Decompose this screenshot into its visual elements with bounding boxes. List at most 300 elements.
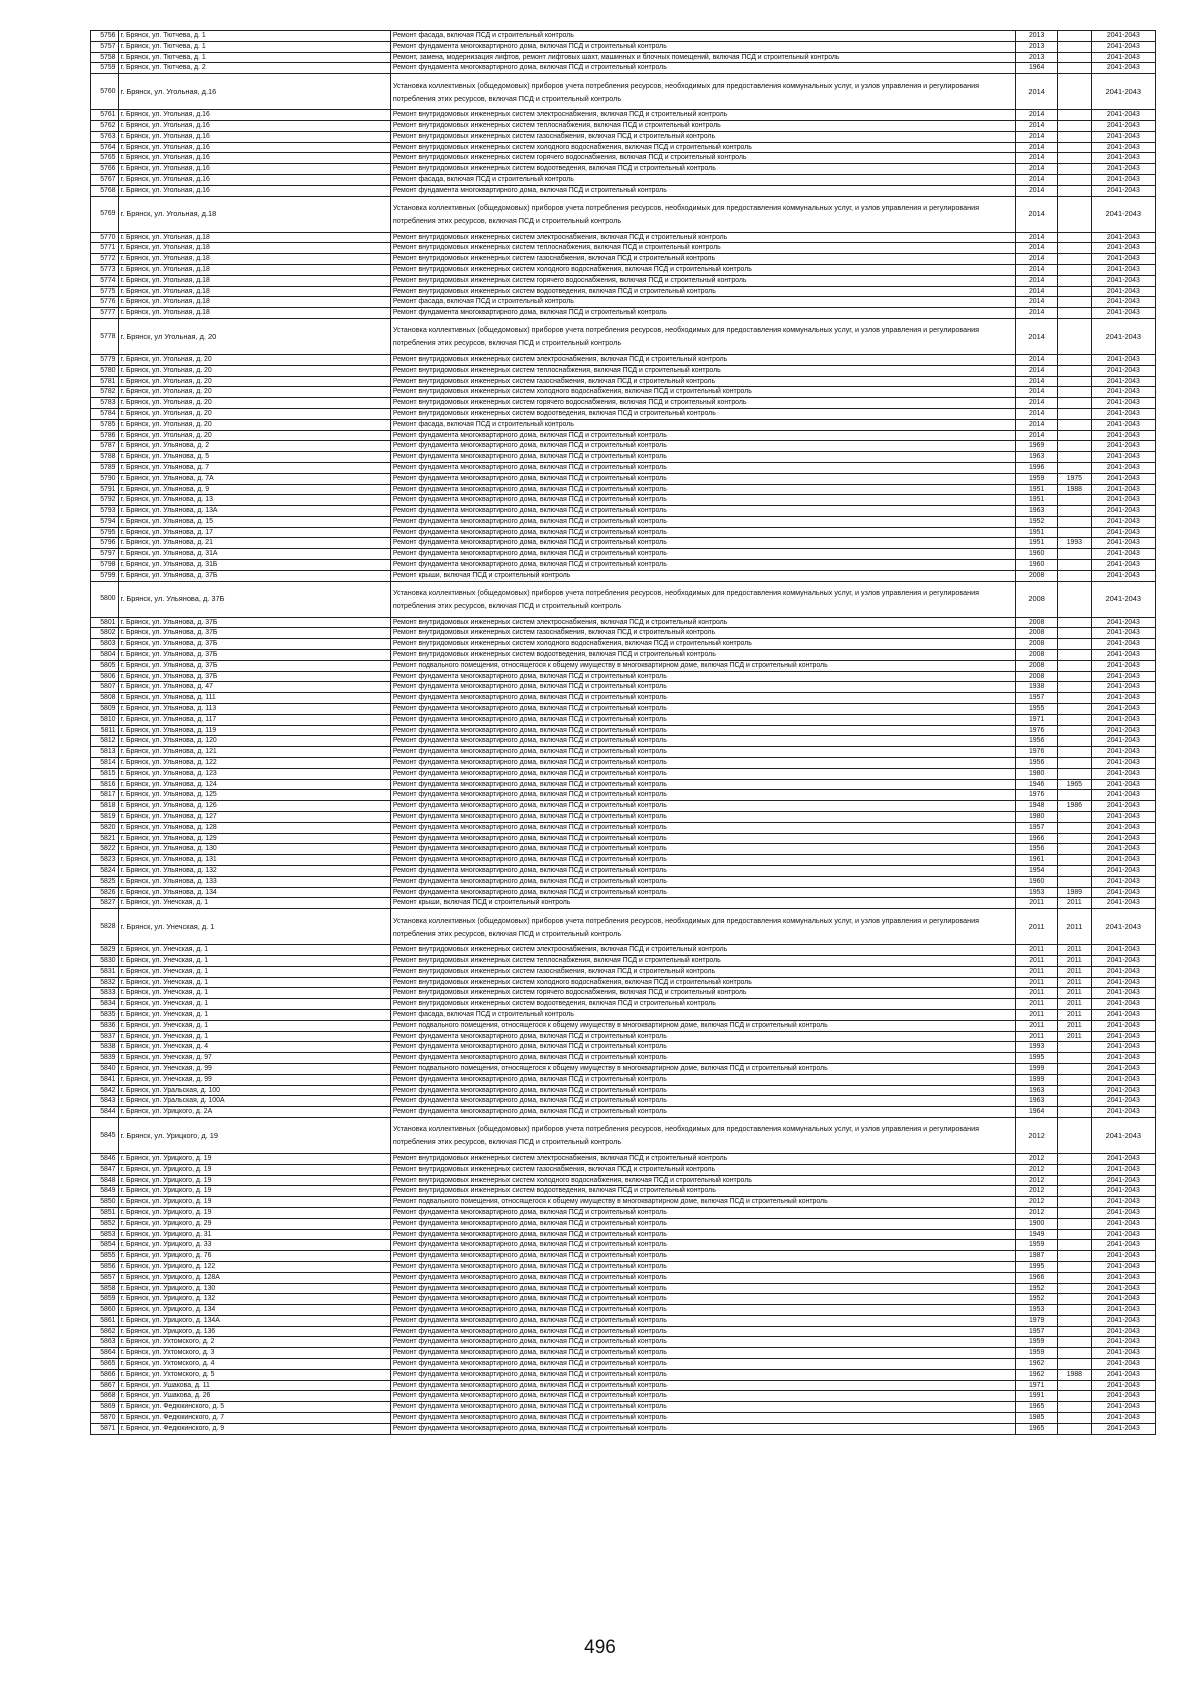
row-number: 5847 [91,1164,119,1175]
work-type-cell: Ремонт фундамента многоквартирного дома, включая ПСД и строительный контроль [390,1218,1015,1229]
work-type-cell: Ремонт фундамента многоквартирного дома, включая ПСД и строительный контроль [390,484,1015,495]
planned-period-cell: 2041-2043 [1091,1009,1155,1020]
built-year-cell: 2014 [1016,430,1058,441]
table-row [91,1326,1156,1337]
address-cell: г. Брянск, ул. Урицкого, д. 130 [118,1283,390,1294]
row-number: 5857 [91,1272,119,1283]
row-number: 5826 [91,887,119,898]
address-cell: г. Брянск, ул. Ульянова, д. 129 [118,833,390,844]
work-type-cell: Ремонт фундамента многоквартирного дома, включая ПСД и строительный контроль [390,1348,1015,1359]
address-cell: г. Брянск, ул. Урицкого, д. 76 [118,1251,390,1262]
built-year-cell: 2014 [1016,185,1058,196]
planned-period-cell: 2041-2043 [1091,617,1155,628]
work-type-cell: Ремонт фундамента многоквартирного дома, включая ПСД и строительный контроль [390,1107,1015,1118]
address-cell: г. Брянск, ул. Ульянова, д. 15 [118,516,390,527]
address-cell: г. Брянск, ул. Урицкого, д. 19 [118,1197,390,1208]
last-repair-year-cell [1058,822,1092,833]
address-cell: г. Брянск, ул. Ульянова, д. 37Б [118,570,390,581]
address-cell: г. Брянск, ул. Ушакова, д. 11 [118,1380,390,1391]
row-number: 5827 [91,898,119,909]
built-year-cell: 1959 [1016,1337,1058,1348]
planned-period-cell: 2041-2043 [1091,955,1155,966]
row-number: 5866 [91,1369,119,1380]
address-cell: г. Брянск, ул. Ульянова, д. 126 [118,801,390,812]
planned-period-cell: 2041-2043 [1091,1164,1155,1175]
address-cell: г. Брянск, ул. Ульянова, д. 119 [118,725,390,736]
planned-period-cell: 2041-2043 [1091,1359,1155,1370]
row-number: 5764 [91,142,119,153]
built-year-cell: 2014 [1016,286,1058,297]
built-year-cell: 1951 [1016,495,1058,506]
planned-period-cell: 2041-2043 [1091,736,1155,747]
built-year-cell: 2011 [1016,1031,1058,1042]
planned-period-cell: 2041-2043 [1091,898,1155,909]
last-repair-year-cell [1058,1218,1092,1229]
planned-period-cell: 2041-2043 [1091,966,1155,977]
table-row [91,988,1156,999]
table-row [91,887,1156,898]
row-number: 5811 [91,725,119,736]
row-number: 5869 [91,1402,119,1413]
last-repair-year-cell [1058,41,1092,52]
row-number: 5794 [91,516,119,527]
planned-period-cell: 2041-2043 [1091,1369,1155,1380]
table-row [91,365,1156,376]
table-row [91,506,1156,517]
work-type-cell: Ремонт фундамента многоквартирного дома, включая ПСД и строительный контроль [390,725,1015,736]
table-row [91,174,1156,185]
work-type-cell: Ремонт фундамента многоквартирного дома, включая ПСД и строительный контроль [390,1031,1015,1042]
row-number: 5807 [91,682,119,693]
table-row [91,560,1156,571]
planned-period-cell: 2041-2043 [1091,682,1155,693]
address-cell: г. Брянск, ул. Унечская, д. 4 [118,1042,390,1053]
row-number: 5763 [91,131,119,142]
work-type-cell: Ремонт фундамента многоквартирного дома, включая ПСД и строительный контроль [390,41,1015,52]
planned-period-cell: 2041-2043 [1091,1402,1155,1413]
built-year-cell: 2014 [1016,232,1058,243]
built-year-cell: 2011 [1016,955,1058,966]
address-cell: г. Брянск, ул. Угольная, д.16 [118,110,390,121]
last-repair-year-cell [1058,243,1092,254]
table-row [91,639,1156,650]
work-type-cell: Ремонт фундамента многоквартирного дома, включая ПСД и строительный контроль [390,430,1015,441]
work-type-cell: Ремонт внутридомовых инженерных систем холодного водоснабжения, включая ПСД и строительный контроль [390,977,1015,988]
table-row [91,41,1156,52]
table-row [91,527,1156,538]
work-type-cell: Ремонт фундамента многоквартирного дома, включая ПСД и строительный контроль [390,1096,1015,1107]
last-repair-year-cell [1058,1175,1092,1186]
last-repair-year-cell: 1989 [1058,887,1092,898]
table-row [91,955,1156,966]
row-number: 5864 [91,1348,119,1359]
built-year-cell: 1964 [1016,63,1058,74]
row-number: 5824 [91,866,119,877]
planned-period-cell: 2041-2043 [1091,866,1155,877]
table-row [91,63,1156,74]
planned-period-cell: 2041-2043 [1091,549,1155,560]
table-row [91,441,1156,452]
work-type-cell: Ремонт фундамента многоквартирного дома, включая ПСД и строительный контроль [390,452,1015,463]
planned-period-cell: 2041-2043 [1091,1042,1155,1053]
row-number: 5871 [91,1423,119,1434]
work-type-cell: Ремонт фундамента многоквартирного дома, включая ПСД и строительный контроль [390,527,1015,538]
row-number: 5797 [91,549,119,560]
address-cell: г. Брянск, ул. Ушакова, д. 26 [118,1391,390,1402]
table-row [91,1063,1156,1074]
table-row [91,704,1156,715]
row-number: 5845 [91,1117,119,1153]
row-number: 5867 [91,1380,119,1391]
address-cell: г. Брянск, ул. Федюкинского, д. 7 [118,1413,390,1424]
row-number: 5812 [91,736,119,747]
work-type-cell: Ремонт фундамента многоквартирного дома, включая ПСД и строительный контроль [390,495,1015,506]
last-repair-year-cell [1058,725,1092,736]
planned-period-cell: 2041-2043 [1091,74,1155,110]
planned-period-cell: 2041-2043 [1091,430,1155,441]
planned-period-cell: 2041-2043 [1091,398,1155,409]
row-number: 5828 [91,909,119,945]
planned-period-cell: 2041-2043 [1091,264,1155,275]
work-type-cell: Ремонт фундамента многоквартирного дома, включая ПСД и строительный контроль [390,1240,1015,1251]
built-year-cell: 1948 [1016,801,1058,812]
last-repair-year-cell [1058,693,1092,704]
table-row [91,833,1156,844]
table-row [91,52,1156,63]
work-type-cell: Установка коллективных (общедомовых) приборов учета потребления ресурсов, необходимых для предоставления коммунальных услуг, и узлов управления и регулирования потребления этих ресурсов, включая ПСД и строительный контроль [390,196,1015,232]
address-cell: г. Брянск, ул. Угольная, д.16 [118,164,390,175]
address-cell: г. Брянск, ул. Ульянова, д. 131 [118,855,390,866]
work-type-cell: Ремонт фундамента многоквартирного дома, включая ПСД и строительный контроль [390,1074,1015,1085]
table-row [91,1251,1156,1262]
work-type-cell: Ремонт фундамента многоквартирного дома, включая ПСД и строительный контроль [390,887,1015,898]
built-year-cell: 1951 [1016,527,1058,538]
repair-schedule-table [90,30,1156,1435]
row-number: 5773 [91,264,119,275]
planned-period-cell: 2041-2043 [1091,365,1155,376]
address-cell: г. Брянск, ул. Угольная, д. 20 [118,430,390,441]
address-cell: г. Брянск, ул. Угольная, д.18 [118,297,390,308]
built-year-cell: 1963 [1016,452,1058,463]
built-year-cell: 2011 [1016,945,1058,956]
work-type-cell: Ремонт фасада, включая ПСД и строительный контроль [390,1009,1015,1020]
table-row [91,660,1156,671]
table-row [91,419,1156,430]
table-row [91,275,1156,286]
address-cell: г. Брянск, ул. Ульянова, д. 37Б [118,660,390,671]
built-year-cell: 2014 [1016,275,1058,286]
built-year-cell: 1949 [1016,1229,1058,1240]
last-repair-year-cell [1058,714,1092,725]
address-cell: г. Брянск, ул. Ульянова, д. 5 [118,452,390,463]
work-type-cell: Установка коллективных (общедомовых) приборов учета потребления ресурсов, необходимых для предоставления коммунальных услуг, и узлов управления и регулирования потребления этих ресурсов, включая ПСД и строительный контроль [390,74,1015,110]
last-repair-year-cell: 1965 [1058,779,1092,790]
address-cell: г. Брянск, ул. Урицкого, д. 2А [118,1107,390,1118]
built-year-cell: 2013 [1016,31,1058,42]
address-cell: г. Брянск, ул. Угольная, д.18 [118,232,390,243]
work-type-cell: Ремонт фундамента многоквартирного дома, включая ПСД и строительный контроль [390,1413,1015,1424]
work-type-cell: Ремонт внутридомовых инженерных систем холодного водоснабжения, включая ПСД и строительный контроль [390,1175,1015,1186]
work-type-cell: Ремонт фундамента многоквартирного дома, включая ПСД и строительный контроль [390,1369,1015,1380]
built-year-cell: 1963 [1016,1085,1058,1096]
address-cell: г. Брянск, ул. Угольная, д.16 [118,174,390,185]
row-number: 5783 [91,398,119,409]
table-row [91,1020,1156,1031]
row-number: 5796 [91,538,119,549]
address-cell: г. Брянск, ул Угольная, д. 20 [118,318,390,354]
last-repair-year-cell [1058,318,1092,354]
built-year-cell: 2011 [1016,999,1058,1010]
last-repair-year-cell [1058,1305,1092,1316]
last-repair-year-cell [1058,1240,1092,1251]
built-year-cell: 1938 [1016,682,1058,693]
planned-period-cell: 2041-2043 [1091,1229,1155,1240]
built-year-cell: 1976 [1016,747,1058,758]
table-row [91,354,1156,365]
work-type-cell: Ремонт фундамента многоквартирного дома, включая ПСД и строительный контроль [390,506,1015,517]
row-number: 5821 [91,833,119,844]
last-repair-year-cell [1058,462,1092,473]
last-repair-year-cell [1058,1117,1092,1153]
row-number: 5802 [91,628,119,639]
last-repair-year-cell [1058,747,1092,758]
planned-period-cell: 2041-2043 [1091,41,1155,52]
work-type-cell: Ремонт фундамента многоквартирного дома, включая ПСД и строительный контроль [390,704,1015,715]
table-row [91,1305,1156,1316]
work-type-cell: Ремонт подвального помещения, относящегося к общему имуществу в многоквартирном доме, включая ПСД и строительный контроль [390,1020,1015,1031]
planned-period-cell: 2041-2043 [1091,725,1155,736]
table-row [91,1074,1156,1085]
address-cell: г. Брянск, ул. Урицкого, д. 19 [118,1117,390,1153]
planned-period-cell: 2041-2043 [1091,855,1155,866]
work-type-cell: Ремонт фундамента многоквартирного дома, включая ПСД и строительный контроль [390,185,1015,196]
last-repair-year-cell [1058,196,1092,232]
address-cell: г. Брянск, ул. Тютчева, д. 1 [118,31,390,42]
address-cell: г. Брянск, ул. Урицкого, д. 29 [118,1218,390,1229]
address-cell: г. Брянск, ул. Ульянова, д. 111 [118,693,390,704]
row-number: 5825 [91,876,119,887]
work-type-cell: Ремонт фундамента многоквартирного дома, включая ПСД и строительный контроль [390,1315,1015,1326]
row-number: 5767 [91,174,119,185]
last-repair-year-cell: 1988 [1058,1369,1092,1380]
last-repair-year-cell [1058,254,1092,265]
work-type-cell: Ремонт фундамента многоквартирного дома, включая ПСД и строительный контроль [390,1326,1015,1337]
table-row [91,1218,1156,1229]
last-repair-year-cell [1058,736,1092,747]
row-number: 5829 [91,945,119,956]
last-repair-year-cell [1058,1261,1092,1272]
built-year-cell: 2012 [1016,1117,1058,1153]
table-row [91,671,1156,682]
last-repair-year-cell [1058,441,1092,452]
table-row [91,1042,1156,1053]
built-year-cell: 1959 [1016,1240,1058,1251]
built-year-cell: 2011 [1016,1020,1058,1031]
row-number: 5818 [91,801,119,812]
row-number: 5792 [91,495,119,506]
work-type-cell: Ремонт внутридомовых инженерных систем электроснабжения, включая ПСД и строительный контроль [390,945,1015,956]
work-type-cell: Ремонт внутридомовых инженерных систем электроснабжения, включая ПСД и строительный контроль [390,232,1015,243]
planned-period-cell: 2041-2043 [1091,1240,1155,1251]
planned-period-cell: 2041-2043 [1091,1074,1155,1085]
last-repair-year-cell [1058,452,1092,463]
last-repair-year-cell [1058,581,1092,617]
row-number: 5765 [91,153,119,164]
built-year-cell: 2014 [1016,174,1058,185]
table-row [91,1096,1156,1107]
last-repair-year-cell: 1988 [1058,484,1092,495]
built-year-cell: 1957 [1016,1326,1058,1337]
table-row [91,768,1156,779]
row-number: 5860 [91,1305,119,1316]
last-repair-year-cell [1058,74,1092,110]
work-type-cell: Ремонт фундамента многоквартирного дома, включая ПСД и строительный контроль [390,1391,1015,1402]
work-type-cell: Ремонт фундамента многоквартирного дома, включая ПСД и строительный контроль [390,866,1015,877]
planned-period-cell: 2041-2043 [1091,164,1155,175]
work-type-cell: Ремонт фасада, включая ПСД и строительный контроль [390,174,1015,185]
address-cell: г. Брянск, ул. Урицкого, д. 122 [118,1261,390,1272]
built-year-cell: 1963 [1016,1096,1058,1107]
last-repair-year-cell [1058,682,1092,693]
row-number: 5788 [91,452,119,463]
work-type-cell: Ремонт фундамента многоквартирного дома, включая ПСД и строительный контроль [390,855,1015,866]
planned-period-cell: 2041-2043 [1091,704,1155,715]
built-year-cell: 1980 [1016,768,1058,779]
work-type-cell: Ремонт внутридомовых инженерных систем теплоснабжения, включая ПСД и строительный контроль [390,120,1015,131]
planned-period-cell: 2041-2043 [1091,671,1155,682]
last-repair-year-cell [1058,549,1092,560]
planned-period-cell: 2041-2043 [1091,833,1155,844]
last-repair-year-cell: 2011 [1058,955,1092,966]
row-number: 5784 [91,408,119,419]
work-type-cell: Ремонт фасада, включая ПСД и строительный контроль [390,419,1015,430]
planned-period-cell: 2041-2043 [1091,779,1155,790]
last-repair-year-cell [1058,866,1092,877]
work-type-cell: Ремонт внутридомовых инженерных систем теплоснабжения, включая ПСД и строительный контроль [390,243,1015,254]
last-repair-year-cell [1058,790,1092,801]
work-type-cell: Ремонт внутридомовых инженерных систем электроснабжения, включая ПСД и строительный контроль [390,617,1015,628]
address-cell: г. Брянск, ул. Угольная, д.16 [118,120,390,131]
last-repair-year-cell [1058,1294,1092,1305]
planned-period-cell: 2041-2043 [1091,909,1155,945]
built-year-cell: 1964 [1016,1107,1058,1118]
address-cell: г. Брянск, ул. Ульянова, д. 37Б [118,639,390,650]
built-year-cell: 2012 [1016,1197,1058,1208]
row-number: 5795 [91,527,119,538]
work-type-cell: Ремонт фундамента многоквартирного дома, включая ПСД и строительный контроль [390,1423,1015,1434]
last-repair-year-cell [1058,1186,1092,1197]
address-cell: г. Брянск, ул. Урицкого, д. 33 [118,1240,390,1251]
last-repair-year-cell [1058,704,1092,715]
built-year-cell: 1993 [1016,1042,1058,1053]
work-type-cell: Ремонт фундамента многоквартирного дома, включая ПСД и строительный контроль [390,779,1015,790]
table-row [91,1359,1156,1370]
row-number: 5853 [91,1229,119,1240]
planned-period-cell: 2041-2043 [1091,660,1155,671]
planned-period-cell: 2041-2043 [1091,462,1155,473]
last-repair-year-cell [1058,131,1092,142]
planned-period-cell: 2041-2043 [1091,196,1155,232]
planned-period-cell: 2041-2043 [1091,131,1155,142]
last-repair-year-cell [1058,1423,1092,1434]
last-repair-year-cell: 2011 [1058,909,1092,945]
planned-period-cell: 2041-2043 [1091,945,1155,956]
built-year-cell: 2014 [1016,164,1058,175]
planned-period-cell: 2041-2043 [1091,297,1155,308]
planned-period-cell: 2041-2043 [1091,1153,1155,1164]
row-number: 5771 [91,243,119,254]
built-year-cell: 2008 [1016,671,1058,682]
work-type-cell: Ремонт фундамента многоквартирного дома, включая ПСД и строительный контроль [390,1053,1015,1064]
address-cell: г. Брянск, ул. Ульянова, д. 124 [118,779,390,790]
last-repair-year-cell: 1993 [1058,538,1092,549]
table-row [91,909,1156,945]
table-row [91,318,1156,354]
table-row [91,254,1156,265]
work-type-cell: Ремонт, замена, модернизация лифтов, ремонт лифтовых шахт, машинных и блочных помещений, включая ПСД и строительный контроль [390,52,1015,63]
row-number: 5793 [91,506,119,517]
work-type-cell: Ремонт фундамента многоквартирного дома, включая ПСД и строительный контроль [390,822,1015,833]
last-repair-year-cell [1058,660,1092,671]
planned-period-cell: 2041-2043 [1091,527,1155,538]
built-year-cell: 1900 [1016,1218,1058,1229]
work-type-cell: Ремонт фундамента многоквартирного дома, включая ПСД и строительный контроль [390,549,1015,560]
planned-period-cell: 2041-2043 [1091,308,1155,319]
work-type-cell: Установка коллективных (общедомовых) приборов учета потребления ресурсов, необходимых для предоставления коммунальных услуг, и узлов управления и регулирования потребления этих ресурсов, включая ПСД и строительный контроль [390,909,1015,945]
table-row [91,1261,1156,1272]
planned-period-cell: 2041-2043 [1091,185,1155,196]
built-year-cell: 2014 [1016,74,1058,110]
work-type-cell: Ремонт внутридомовых инженерных систем холодного водоснабжения, включая ПСД и строительный контроль [390,142,1015,153]
work-type-cell: Ремонт внутридомовых инженерных систем горячего водоснабжения, включая ПСД и строительный контроль [390,153,1015,164]
table-row [91,790,1156,801]
address-cell: г. Брянск, ул. Ульянова, д. 31Б [118,560,390,571]
planned-period-cell: 2041-2043 [1091,506,1155,517]
row-number: 5831 [91,966,119,977]
table-row [91,1391,1156,1402]
table-row [91,430,1156,441]
planned-period-cell: 2041-2043 [1091,977,1155,988]
last-repair-year-cell [1058,264,1092,275]
built-year-cell: 2014 [1016,419,1058,430]
planned-period-cell: 2041-2043 [1091,1186,1155,1197]
address-cell: г. Брянск, ул. Ульянова, д. 13А [118,506,390,517]
work-type-cell: Ремонт фундамента многоквартирного дома, включая ПСД и строительный контроль [390,1380,1015,1391]
address-cell: г. Брянск, ул. Угольная, д. 20 [118,365,390,376]
planned-period-cell: 2041-2043 [1091,1272,1155,1283]
built-year-cell: 1956 [1016,758,1058,769]
work-type-cell: Ремонт фундамента многоквартирного дома, включая ПСД и строительный контроль [390,1359,1015,1370]
planned-period-cell: 2041-2043 [1091,408,1155,419]
planned-period-cell: 2041-2043 [1091,387,1155,398]
work-type-cell: Ремонт внутридомовых инженерных систем водоотведения, включая ПСД и строительный контроль [390,1186,1015,1197]
built-year-cell: 2014 [1016,398,1058,409]
last-repair-year-cell: 2011 [1058,1031,1092,1042]
work-type-cell: Ремонт крыши, включая ПСД и строительный контроль [390,898,1015,909]
address-cell: г. Брянск, ул. Угольная, д. 20 [118,376,390,387]
row-number: 5846 [91,1153,119,1164]
built-year-cell: 1966 [1016,1272,1058,1283]
row-number: 5843 [91,1096,119,1107]
built-year-cell: 2013 [1016,41,1058,52]
table-row [91,1053,1156,1064]
planned-period-cell: 2041-2043 [1091,988,1155,999]
last-repair-year-cell [1058,758,1092,769]
address-cell: г. Брянск, ул. Угольная, д. 20 [118,354,390,365]
row-number: 5862 [91,1326,119,1337]
built-year-cell: 2008 [1016,628,1058,639]
last-repair-year-cell [1058,365,1092,376]
